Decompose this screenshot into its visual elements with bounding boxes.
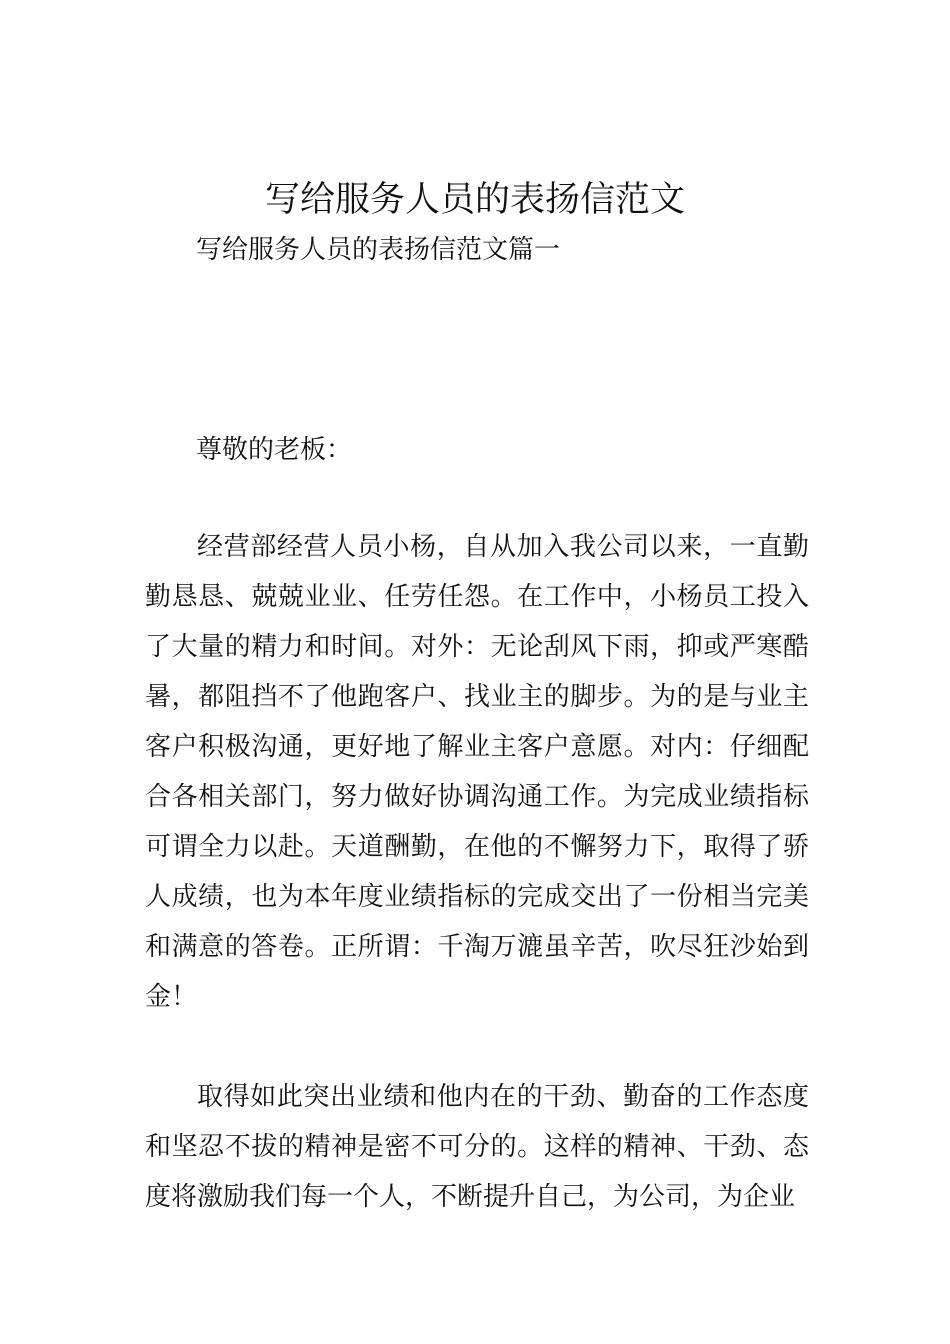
salutation: 尊敬的老板： (196, 435, 353, 465)
body-paragraph: 取得如此突出业绩和他内在的干劲、勤奋的工作态度和坚忍不拔的精神是密不可分的。这样的精神、干劲、态度将激励我们每一个人，不断提升自己，为公司，为企业 (145, 1082, 809, 1212)
page-title: 写给服务人员的表扬信范文 (264, 180, 685, 220)
document-subtitle: 写给服务人员的表扬信范文篇一 (196, 235, 561, 265)
body-paragraph: 经营部经营人员小杨，自从加入我公司以来，一直勤勤恳恳、兢兢业业、任劳任怨。在工作中，小杨员工投入了大量的精力和时间。对外：无论刮风下雨，抑或严寒酷暑，都阻挡不了他跑客户、找业主的脚步。为的是与业主客户积极沟通，更好地了解业主客户意愿。对内：仔细配合各相关部门，努力做好协调沟通工作。为完成业绩指标可谓全力以赴。天道酬勤，在他的不懈努力下，取得了骄人成绩，也为本年度业绩指标的完成交出了一份相当完美和满意的答卷。正所谓：千淘万漉虽辛苦，吹尽狂沙始到金！ (145, 532, 809, 1012)
